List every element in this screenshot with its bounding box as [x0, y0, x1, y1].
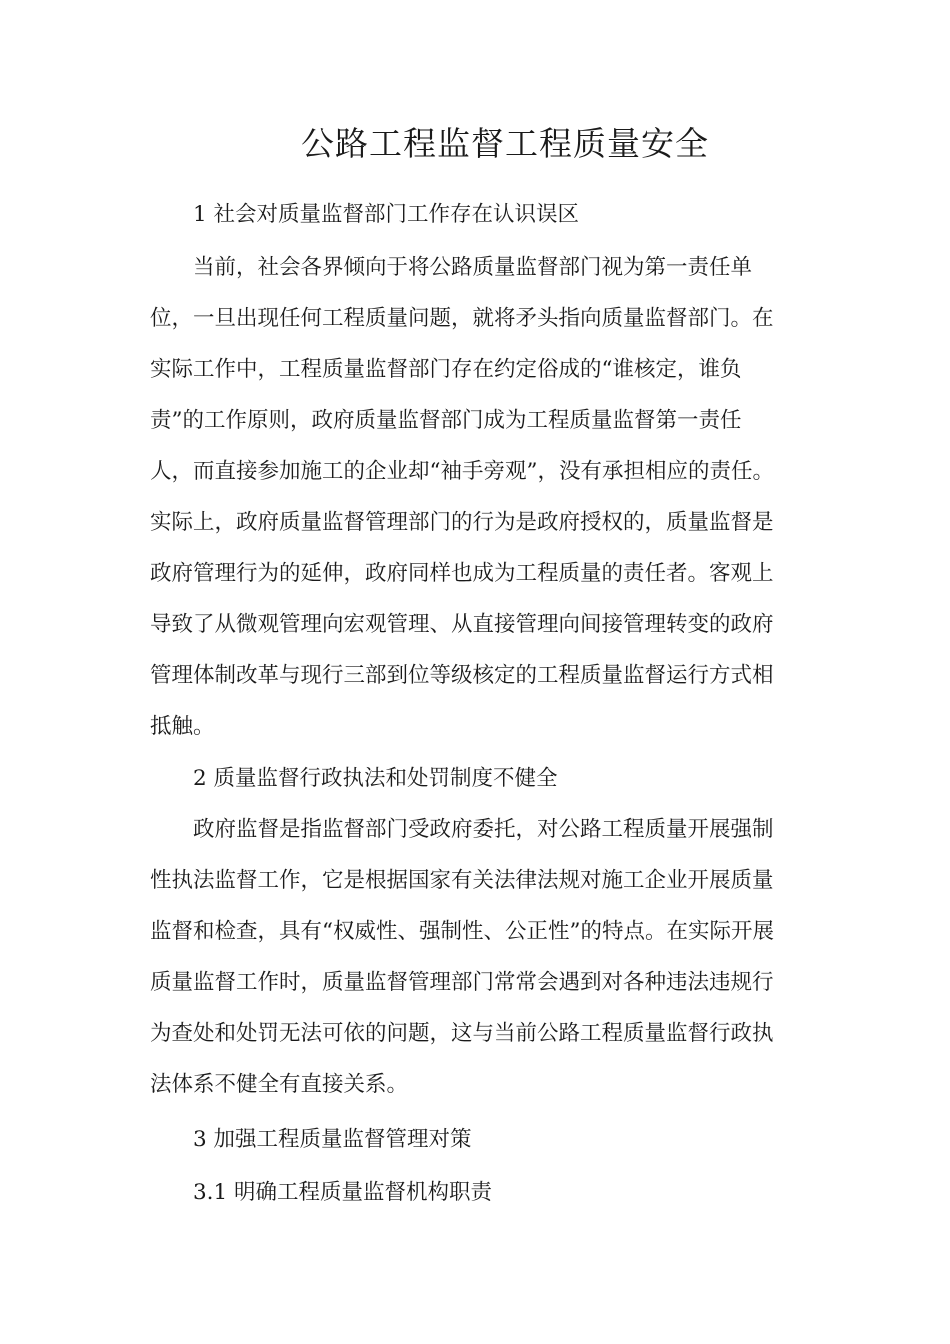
paragraph-line: 质量监督工作时，质量监督管理部门常常会遇到对各种违法违规行 [150, 970, 774, 995]
document-title: 公路工程监督工程质量安全 [301, 124, 709, 163]
paragraph-line: 实际工作中，工程质量监督部门存在约定俗成的“谁核定，谁负 [150, 357, 742, 382]
paragraph-line: 性执法监督工作，它是根据国家有关法律法规对施工企业开展质量 [150, 868, 774, 893]
paragraph-line: 为查处和处罚无法可依的问题，这与当前公路工程质量监督行政执 [150, 1021, 774, 1046]
section-heading: 1 社会对质量监督部门工作存在认识误区 [193, 202, 580, 227]
paragraph-line: 法体系不健全有直接关系。 [150, 1072, 409, 1097]
paragraph-line: 抵触。 [150, 714, 215, 739]
paragraph-line: 政府监督是指监督部门受政府委托，对公路工程质量开展强制 [193, 817, 774, 842]
paragraph-line: 管理体制改革与现行三部到位等级核定的工程质量监督运行方式相 [150, 663, 774, 688]
section-heading: 3 加强工程质量监督管理对策 [193, 1127, 472, 1152]
paragraph-line: 导致了从微观管理向宏观管理、从直接管理向间接管理转变的政府 [150, 612, 774, 637]
paragraph-line: 监督和检查，具有“权威性、强制性、公正性”的特点。在实际开展 [150, 919, 774, 944]
section-heading: 2 质量监督行政执法和处罚制度不健全 [193, 766, 558, 791]
paragraph-line: 责”的工作原则，政府质量监督部门成为工程质量监督第一责任 [150, 408, 742, 433]
paragraph-line: 实际上，政府质量监督管理部门的行为是政府授权的，质量监督是 [150, 510, 774, 535]
paragraph-line: 位，一旦出现任何工程质量问题，就将矛头指向质量监督部门。在 [150, 306, 774, 331]
paragraph-line: 当前，社会各界倾向于将公路质量监督部门视为第一责任单 [193, 255, 753, 280]
subsection-heading: 3.1 明确工程质量监督机构职责 [193, 1180, 493, 1205]
paragraph-line: 政府管理行为的延伸，政府同样也成为工程质量的责任者。客观上 [150, 561, 774, 586]
paragraph-line: 人，而直接参加施工的企业却“袖手旁观”，没有承担相应的责任。 [150, 459, 774, 484]
